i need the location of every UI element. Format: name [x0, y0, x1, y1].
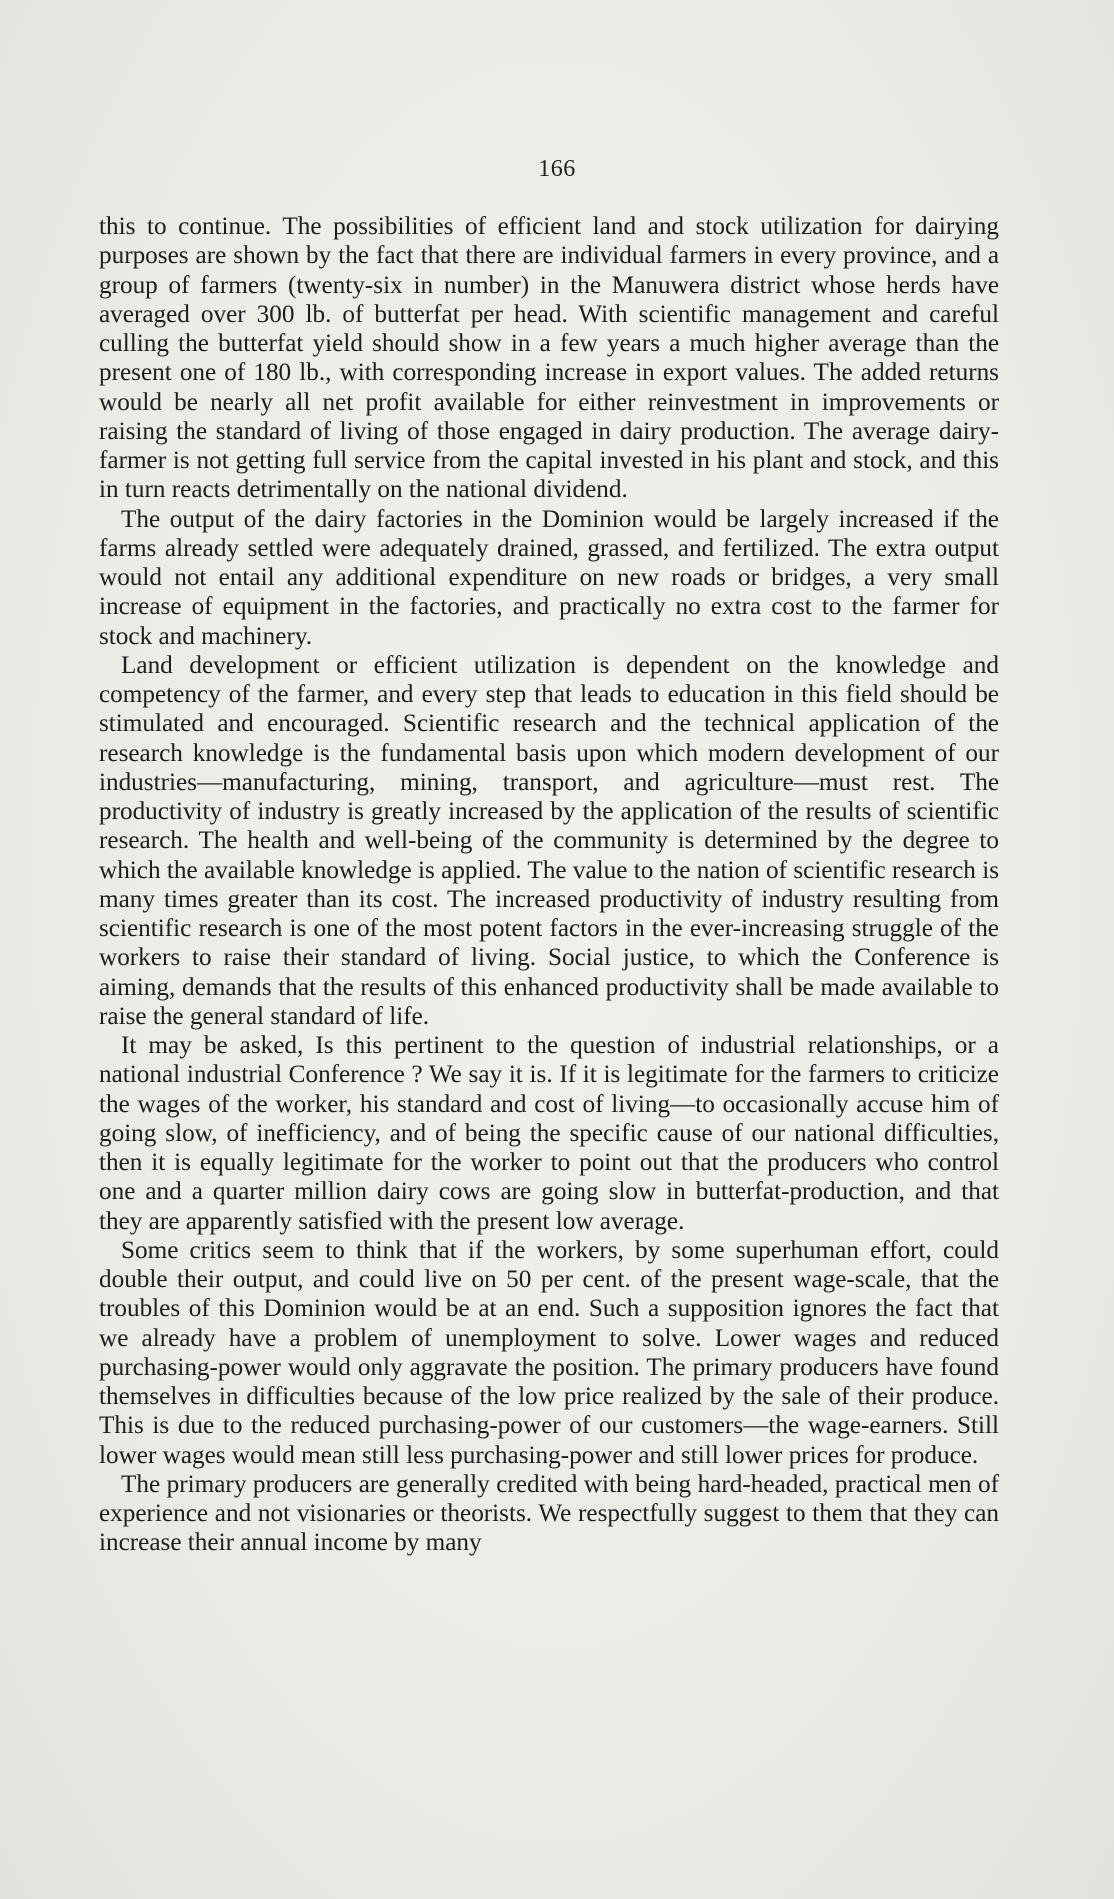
paragraph-1: this to continue. The possibilities of efficient land and stock utilization for dairying purposes are shown by the fact that there are individual farmers in every province, and a group of farmers (twenty-six in number) in the Manuwera district whose herds have averaged over 300 lb. of butterfat per head. With scientific management and careful culling the butterfat yield should show in a few years a much higher average than the present one of 180 lb., with corresponding increase in export values. The added returns would be nearly all net profit available for either reinvestment in improvements or raising the standard of living of those engaged in dairy production. The average dairy-farmer is not getting full service from the capital invested in his plant and stock, and this in turn reacts detrimentally on the national dividend.: [99, 213, 999, 504]
paragraph-3: Land development or efficient utilization is dependent on the knowledge and competency of the farmer, and every step that leads to education in this field should be stimulated and encouraged. Scientific research and the technical application of the research knowledge is the fundamental basis upon which modern development of our industries—manufacturing, mining, transport, and agriculture—must rest. The productivity of industry is greatly increased by the application of the results of scientific research. The health and well-being of the community is determined by the degree to which the available knowledge is applied. The value to the nation of scientific research is many times greater than its cost. The increased productivity of industry resulting from scientific research is one of the most potent factors in the ever-increasing struggle of the workers to raise their standard of living. Social justice, to which the Conference is aiming, demands that the results of this enhanced productivity shall be made available to raise the general standard of life.: [99, 651, 999, 1030]
body-text: [99, 212, 999, 1558]
paragraph-2: The output of the dairy factories in the Dominion would be largely increased if the farms already settled were adequately drained, grassed, and fertilized. The extra output would not entail any additional expenditure on new roads or bridges, a very small increase of equipment in the factories, and practically no extra cost to the farmer for stock and machinery.: [99, 505, 999, 650]
paragraph-6: The primary producers are generally credited with being hard-headed, practical men of experience and not visionaries or theorists. We respectfully suggest to them that they can increase their annual income by many: [99, 1470, 999, 1557]
paragraph-4: It may be asked, Is this pertinent to the question of industrial relationships, or a national industrial Conference ? We say it is. If it is legitimate for the farmers to criticize the wages of the worker, his standard and cost of living—to occasionally accuse him of going slow, of inefficiency, and of being the specific cause of our national difficulties, then it is equally legitimate for the worker to point out that the producers who control one and a quarter million dairy cows are going slow in butterfat-production, and that they are apparently satisfied with the present low average.: [99, 1032, 999, 1235]
page-number: 166: [538, 156, 576, 182]
paragraph-5: Some critics seem to think that if the workers, by some superhuman effort, could double their output, and could live on 50 per cent. of the present wage-scale, that the troubles of this Dominion would be at an end. Such a supposition ignores the fact that we already have a problem of unemployment to solve. Lower wages and reduced purchasing-power would only aggravate the position. The primary producers have found themselves in difficulties because of the low price realized by the sale of their produce. This is due to the reduced purchasing-power of our customers—the wage-earners. Still lower wages would mean still less purchasing-power and still lower prices for produce.: [99, 1236, 999, 1469]
